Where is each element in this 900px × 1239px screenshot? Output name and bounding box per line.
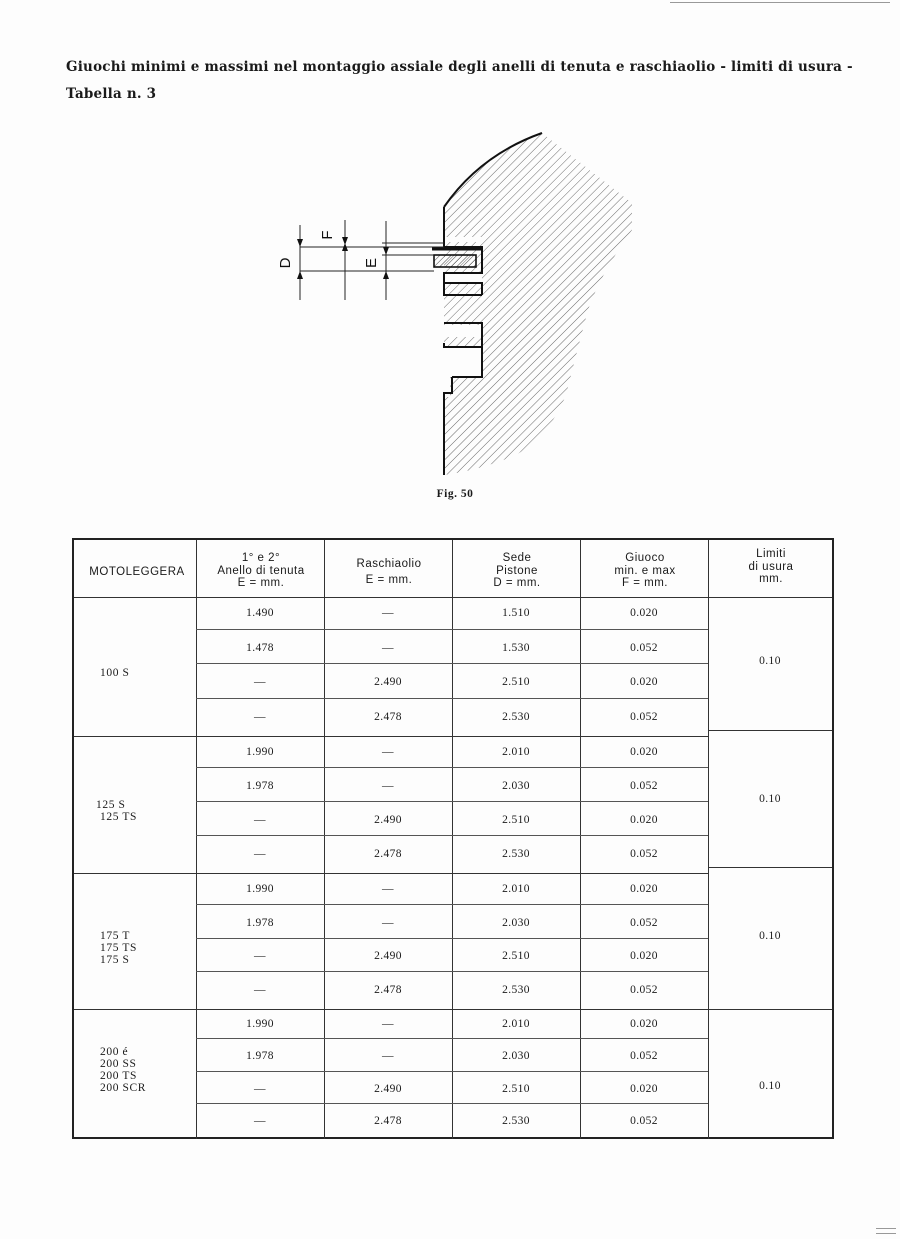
sealing-ring bbox=[434, 255, 476, 267]
clearance-table bbox=[72, 538, 834, 1139]
model-name: 200 é bbox=[100, 1046, 129, 1058]
table-cell-play: 0.020 bbox=[630, 950, 658, 963]
table-cell-play: 0.020 bbox=[630, 882, 658, 895]
model-names bbox=[96, 799, 137, 823]
table-cell-play: 0.052 bbox=[630, 916, 658, 929]
table-cell-seat: 2.030 bbox=[502, 1050, 530, 1063]
table-cell-ring: 1.990 bbox=[246, 746, 274, 758]
table-cell-scraper: 2.490 bbox=[374, 950, 402, 963]
header-ring: 1° e 2° Anello di tenuta E = mm. bbox=[217, 552, 305, 589]
table-cell-play: 0.052 bbox=[630, 1050, 658, 1063]
table-cell-ring: 1.990 bbox=[246, 1018, 274, 1031]
model-names bbox=[100, 667, 130, 679]
table-cell-play: 0.052 bbox=[630, 641, 658, 654]
table-cell-seat: 1.510 bbox=[502, 607, 530, 620]
header-limit: Limiti di usura mm. bbox=[748, 548, 794, 585]
table-cell-play: 0.020 bbox=[630, 607, 658, 620]
model-name: 200 SS bbox=[100, 1058, 137, 1070]
table-cell-ring: 1.978 bbox=[246, 780, 274, 792]
table-cell-ring: — bbox=[254, 1082, 266, 1095]
model-name: 125 TS bbox=[100, 811, 137, 823]
table-cell-scraper: — bbox=[382, 1018, 394, 1031]
table-cell-seat: 2.030 bbox=[502, 780, 530, 792]
table-cell-seat: 2.510 bbox=[502, 1082, 530, 1095]
model-name: 100 S bbox=[100, 667, 130, 679]
table-cell-ring: 1.978 bbox=[246, 916, 274, 929]
table-cell-ring: — bbox=[254, 950, 266, 963]
model-name: 200 TS bbox=[100, 1070, 137, 1082]
table-cell-play: 0.052 bbox=[630, 1114, 658, 1127]
table-cell-seat: 2.510 bbox=[502, 676, 530, 689]
model-name: 175 TS bbox=[100, 941, 137, 954]
header-scraper: Raschiaolio E = mm. bbox=[356, 558, 422, 586]
table-cell-ring: — bbox=[254, 1114, 266, 1127]
table-cell-seat: 2.030 bbox=[502, 916, 530, 929]
table-cell-play: 0.052 bbox=[630, 984, 658, 997]
table-cell-ring: — bbox=[254, 710, 266, 723]
table-cell-play: 0.020 bbox=[630, 746, 658, 758]
table-number: Tabella n. 3 bbox=[66, 86, 157, 102]
table-cell-seat: 2.530 bbox=[502, 1114, 530, 1127]
table-cell-ring: — bbox=[254, 984, 266, 997]
table-cell-scraper: — bbox=[382, 780, 394, 792]
table-cell-seat: 2.530 bbox=[502, 710, 530, 723]
table-cell-scraper: — bbox=[382, 882, 394, 895]
wear-limit: 0.10 bbox=[759, 929, 781, 942]
table-cell-seat: 2.530 bbox=[502, 848, 530, 860]
table-cell-scraper: — bbox=[382, 1050, 394, 1063]
table-cell-play: 0.052 bbox=[630, 710, 658, 723]
piston-section bbox=[444, 133, 632, 475]
table-cell-seat: 2.530 bbox=[502, 984, 530, 997]
table-cell-ring: — bbox=[254, 676, 266, 689]
table-cell-play: 0.020 bbox=[630, 676, 658, 689]
table-cell-ring: — bbox=[254, 848, 266, 860]
table-cell-seat: 2.010 bbox=[502, 1018, 530, 1031]
table-cell-scraper: 2.490 bbox=[374, 814, 402, 826]
table-cell-play: 0.020 bbox=[630, 1082, 658, 1095]
table-cell-seat: 2.510 bbox=[502, 950, 530, 963]
model-names bbox=[100, 1046, 146, 1094]
table-cell-seat: 2.510 bbox=[502, 814, 530, 826]
table-cell-ring: 1.478 bbox=[246, 641, 274, 654]
table-cell-ring: 1.990 bbox=[246, 882, 274, 895]
table-cell-scraper: 2.478 bbox=[374, 984, 402, 997]
figure-caption: Fig. 50 bbox=[436, 488, 474, 500]
table-cell-scraper: — bbox=[382, 641, 394, 654]
table-cell-ring: — bbox=[254, 814, 266, 826]
header-title: Giuochi minimi e massimi nel montaggio assiale degli anelli di tenuta e raschiaolio - limiti di usura - bbox=[66, 59, 853, 75]
label-f: F bbox=[319, 230, 336, 240]
model-names bbox=[100, 930, 137, 966]
table-cell-scraper: 2.478 bbox=[374, 710, 402, 723]
table-cell-play: 0.052 bbox=[630, 780, 658, 792]
table-cell-seat: 1.530 bbox=[502, 641, 530, 654]
table-cell-seat: 2.010 bbox=[502, 882, 530, 895]
model-name: 200 SCR bbox=[100, 1082, 147, 1094]
table-cell-play: 0.052 bbox=[630, 848, 658, 860]
table-cell-scraper: — bbox=[382, 746, 394, 758]
label-e: E bbox=[363, 257, 380, 269]
header-model: MOTOLEGGERA bbox=[89, 566, 185, 578]
wear-limit: 0.10 bbox=[759, 793, 781, 805]
table-cell-play: 0.020 bbox=[630, 1018, 658, 1031]
wear-limit: 0.10 bbox=[759, 1080, 781, 1092]
piston-ring-diagram bbox=[270, 125, 650, 485]
table-cell-seat: 2.010 bbox=[502, 746, 530, 758]
header-seat: Sede Pistone D = mm. bbox=[493, 552, 541, 589]
table-cell-play: 0.020 bbox=[630, 814, 658, 826]
table-cell-scraper: 2.490 bbox=[374, 676, 402, 689]
table-cell-scraper: 2.490 bbox=[374, 1082, 402, 1095]
table-cell-scraper: 2.478 bbox=[374, 1114, 402, 1127]
page-header bbox=[66, 54, 853, 108]
table-cell-ring: 1.490 bbox=[246, 607, 274, 620]
table-cell-scraper: — bbox=[382, 916, 394, 929]
table-cell-scraper: 2.478 bbox=[374, 848, 402, 860]
label-d: D bbox=[277, 257, 294, 269]
model-name: 175 T bbox=[100, 929, 130, 942]
model-name: 125 S bbox=[96, 799, 126, 811]
header-play: Giuoco min. e max F = mm. bbox=[614, 552, 676, 589]
table-cell-ring: 1.978 bbox=[246, 1050, 274, 1063]
model-name: 175 S bbox=[100, 953, 130, 966]
wear-limit: 0.10 bbox=[759, 655, 781, 667]
table-cell-scraper: — bbox=[382, 607, 394, 620]
